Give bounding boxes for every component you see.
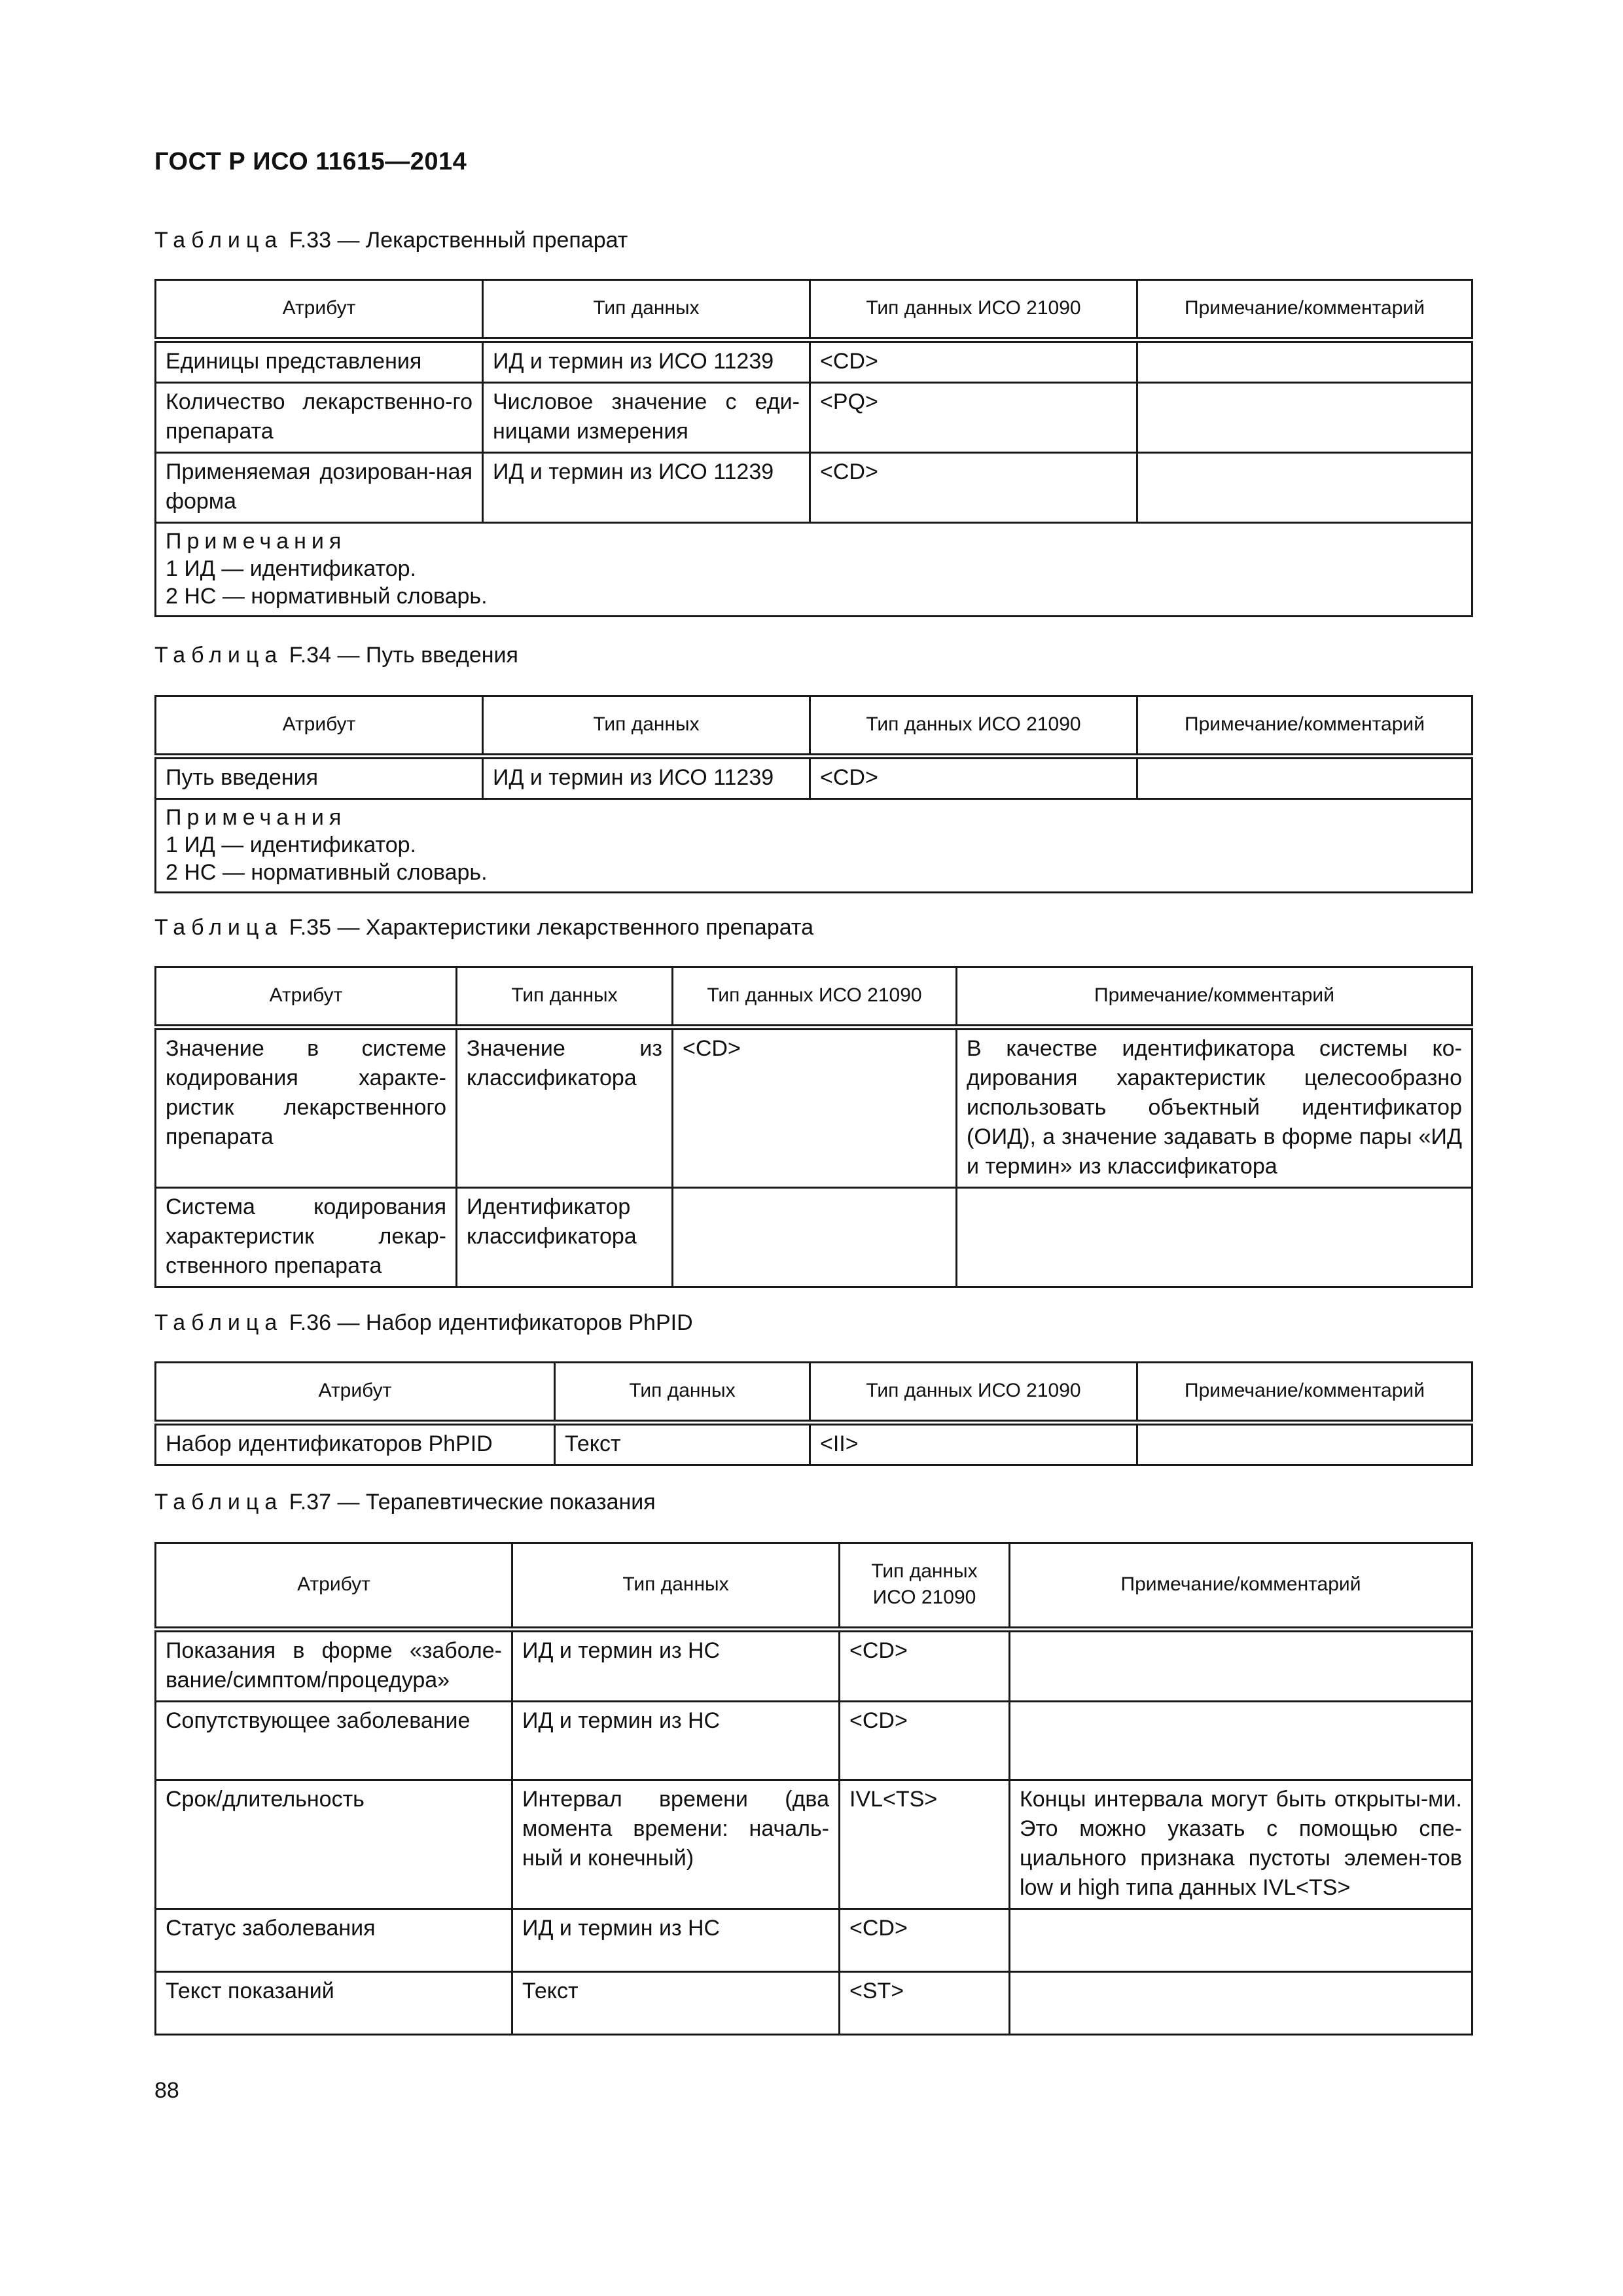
table-cell <box>1010 1630 1472 1702</box>
table-cell: Идентификатор классификатора <box>457 1188 673 1287</box>
table-row <box>156 1188 1472 1287</box>
table-cell: <CD> <box>810 757 1137 799</box>
table-cell: Срок/длительность <box>156 1780 512 1909</box>
table-caption-title: F.34 — Путь введения <box>283 643 518 668</box>
table-cell <box>1010 1909 1472 1972</box>
table-row <box>156 453 1472 523</box>
table-cell: Сопутствующее заболевание <box>156 1702 512 1780</box>
table-cell: Количество лекарственно-го препарата <box>156 383 483 453</box>
table-cell: Текст <box>555 1423 810 1465</box>
table-row <box>156 1028 1472 1188</box>
table-cell <box>1137 383 1472 453</box>
table-cell: <CD> <box>810 340 1137 383</box>
column-header: Тип данных <box>512 1543 840 1630</box>
table-caption <box>154 1490 656 1515</box>
table-caption-label: Таблица <box>154 1310 283 1335</box>
table-caption-label: Таблица <box>154 643 283 668</box>
table-cell: Показания в форме «заболе-вание/симптом/процедура» <box>156 1630 512 1702</box>
table-cell: <PQ> <box>810 383 1137 453</box>
table-row <box>156 1972 1472 2035</box>
table-cell: Единицы представления <box>156 340 483 383</box>
note-item: 1 ИД — идентификатор. <box>166 833 416 857</box>
note-item: 2 НС — нормативный словарь. <box>166 584 488 609</box>
table-row <box>156 1702 1472 1780</box>
table-cell: <II> <box>810 1423 1137 1465</box>
table-cell: Набор идентификаторов PhPID <box>156 1423 555 1465</box>
table-cell <box>1137 757 1472 799</box>
table-notes-row <box>156 523 1472 617</box>
table-cell <box>1010 1972 1472 2035</box>
table-cell: ИД и термин из ИСО 11239 <box>483 340 810 383</box>
column-header: Примечание/комментарий <box>1137 280 1472 340</box>
table-cell: <CD> <box>673 1028 957 1188</box>
table-caption <box>154 1310 693 1336</box>
table-caption-title: F.37 — Терапевтические показания <box>283 1490 656 1515</box>
table-cell: <CD> <box>840 1909 1010 1972</box>
notes-title: Примечания <box>166 529 347 554</box>
column-header: Примечание/комментарий <box>1137 1363 1472 1423</box>
table-caption-label: Таблица <box>154 228 283 253</box>
table-cell <box>673 1188 957 1287</box>
column-header: Тип данных <box>555 1363 810 1423</box>
table-caption-title: F.36 — Набор идентификаторов PhPID <box>283 1310 693 1335</box>
table-notes <box>156 799 1472 893</box>
table-f35 <box>154 966 1473 1288</box>
table-cell: ИД и термин из НС <box>512 1630 840 1702</box>
column-header: Атрибут <box>156 967 457 1028</box>
table-notes <box>156 523 1472 617</box>
table-cell <box>1137 1423 1472 1465</box>
table-f36 <box>154 1361 1473 1466</box>
table-cell <box>957 1188 1472 1287</box>
table-caption-label: Таблица <box>154 915 283 940</box>
table-caption <box>154 228 628 253</box>
table-cell: Значение в системе кодирования характе-ристик лекарственного препарата <box>156 1028 457 1188</box>
page-number: 88 <box>154 2078 179 2103</box>
table-caption-label: Таблица <box>154 1490 283 1515</box>
column-header: Тип данных ИСО 21090 <box>810 696 1137 757</box>
table-cell: Текст <box>512 1972 840 2035</box>
table-caption <box>154 643 518 668</box>
column-header: Тип данных <box>483 280 810 340</box>
table-row <box>156 1630 1472 1702</box>
table-cell: Применяемая дозирован-ная форма <box>156 453 483 523</box>
table-f37 <box>154 1542 1473 2036</box>
table-cell <box>1010 1702 1472 1780</box>
notes-title: Примечания <box>166 805 347 830</box>
table-cell: Текст показаний <box>156 1972 512 2035</box>
table-cell: Значение из классификатора <box>457 1028 673 1188</box>
note-item: 1 ИД — идентификатор. <box>166 556 416 581</box>
table-caption <box>154 915 813 941</box>
table-cell: ИД и термин из НС <box>512 1909 840 1972</box>
column-header: Тип данных <box>483 696 810 757</box>
table-cell: Концы интервала могут быть открыты-ми. Это можно указать с помощью спе-циального признака пустоты элемен-тов low и high типа данных IVL<TS> <box>1010 1780 1472 1909</box>
column-header: Тип данных ИСО 21090 <box>810 280 1137 340</box>
table-cell: Статус заболевания <box>156 1909 512 1972</box>
table-cell <box>1137 340 1472 383</box>
table-row <box>156 1423 1472 1465</box>
table-cell: <CD> <box>810 453 1137 523</box>
column-header: Тип данных ИСО 21090 <box>840 1543 1010 1630</box>
table-caption-title: F.35 — Характеристики лекарственного препарата <box>283 915 813 940</box>
table-notes-row <box>156 799 1472 893</box>
table-cell: ИД и термин из ИСО 11239 <box>483 757 810 799</box>
column-header: Тип данных ИСО 21090 <box>810 1363 1137 1423</box>
table-cell: <CD> <box>840 1630 1010 1702</box>
table-cell <box>1137 453 1472 523</box>
table-f34 <box>154 695 1473 893</box>
table-row <box>156 340 1472 383</box>
table-cell: Путь введения <box>156 757 483 799</box>
column-header: Тип данных ИСО 21090 <box>673 967 957 1028</box>
table-cell: Числовое значение с еди-ницами измерения <box>483 383 810 453</box>
table-cell: Система кодирования характеристик лекар-ственного препарата <box>156 1188 457 1287</box>
column-header: Примечание/комментарий <box>1137 696 1472 757</box>
column-header: Атрибут <box>156 1543 512 1630</box>
table-cell: В качестве идентификатора системы ко-дирования характеристик целесообразно использовать объектный идентификатор (ОИД), а значение задавать в форме пары «ИД и термин» из классификатора <box>957 1028 1472 1188</box>
table-cell: <ST> <box>840 1972 1010 2035</box>
table-cell: Интервал времени (два момента времени: началь-ный и конечный) <box>512 1780 840 1909</box>
table-row <box>156 383 1472 453</box>
table-cell: <CD> <box>840 1702 1010 1780</box>
table-row <box>156 1909 1472 1972</box>
note-item: 2 НС — нормативный словарь. <box>166 860 488 885</box>
table-caption-title: F.33 — Лекарственный препарат <box>283 228 628 253</box>
table-row <box>156 757 1472 799</box>
table-f33 <box>154 279 1473 617</box>
document-header: ГОСТ Р ИСО 11615—2014 <box>154 148 467 175</box>
column-header: Атрибут <box>156 280 483 340</box>
table-cell: ИД и термин из НС <box>512 1702 840 1780</box>
table-row <box>156 1780 1472 1909</box>
column-header: Атрибут <box>156 1363 555 1423</box>
table-cell: ИД и термин из ИСО 11239 <box>483 453 810 523</box>
column-header: Примечание/комментарий <box>957 967 1472 1028</box>
column-header: Тип данных <box>457 967 673 1028</box>
column-header: Примечание/комментарий <box>1010 1543 1472 1630</box>
table-cell: IVL<TS> <box>840 1780 1010 1909</box>
column-header: Атрибут <box>156 696 483 757</box>
